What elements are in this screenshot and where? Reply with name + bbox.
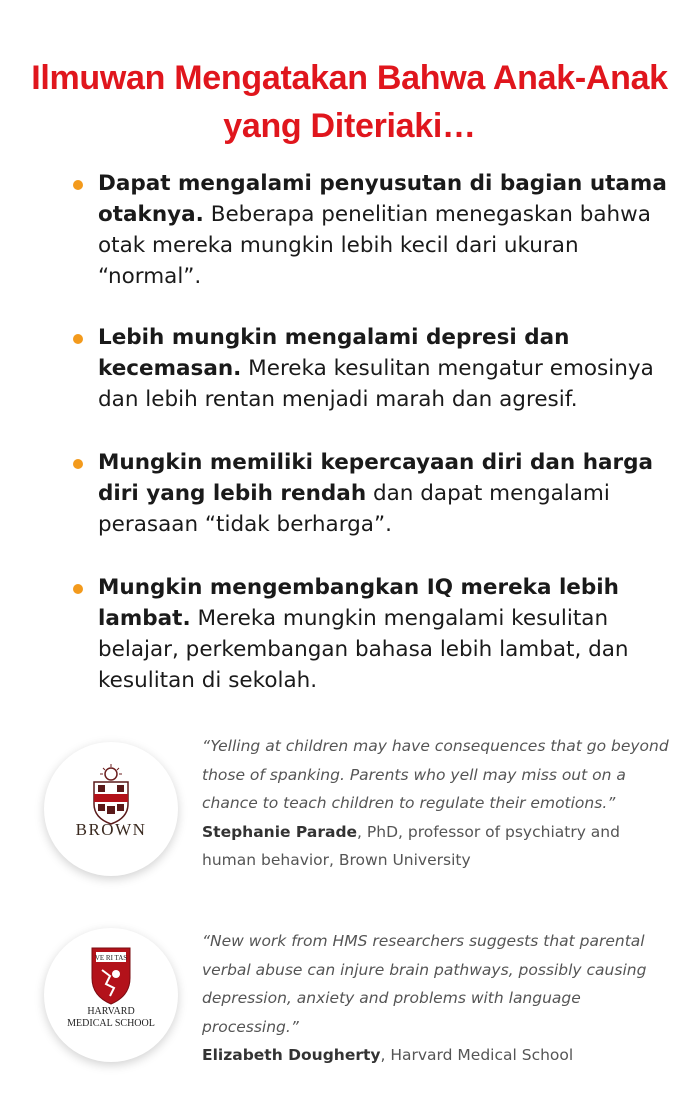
bullet-bold-text: Mungkin mengembangkan IQ mereka lebih lambat. xyxy=(98,575,619,631)
quote-author: Stephanie Parade xyxy=(202,822,358,841)
quote-affiliation: , Harvard Medical School xyxy=(380,1046,574,1064)
quote-text: “New work from HMS researchers suggests that parental verbal abuse can injure brain pathways, possibly causing depression, anxiety and problems with language processing.” xyxy=(202,932,647,1036)
bullet-item xyxy=(98,322,668,415)
harvard-logo xyxy=(44,928,178,1062)
bullet-item xyxy=(98,168,668,292)
quote-brown xyxy=(202,732,672,875)
bullet-bold-text: Mungkin memiliki kepercayaan diri dan harga diri yang lebih rendah xyxy=(98,450,654,506)
page-title xyxy=(30,54,669,150)
bullet-body-text: Beberapa penelitian menegaskan bahwa otak mereka mungkin lebih kecil dari ukuran “normal”. xyxy=(98,202,651,289)
bullet-dot-icon xyxy=(73,459,83,469)
brown-logo xyxy=(44,742,178,876)
harvard-logo-line-1: HARVARD xyxy=(87,1006,135,1017)
bullet-dot-icon xyxy=(73,584,83,594)
svg-text:VE RI TAS: VE RI TAS xyxy=(94,954,128,962)
bullet-item xyxy=(98,447,668,540)
harvard-logo-text xyxy=(44,1006,178,1030)
bullet-bold-text: Lebih mungkin mengalami depresi dan kecemasan. xyxy=(98,325,570,381)
bullet-body-text: Mereka kesulitan mengatur emosinya dan lebih rentan menjadi marah dan agresif. xyxy=(98,356,654,412)
brown-logo-text: BROWN xyxy=(75,820,147,839)
quote-author: Elizabeth Dougherty xyxy=(202,1046,381,1064)
bullet-bold-text: Dapat mengalami penyusutan di bagian utama otaknya. xyxy=(98,171,667,227)
bullet-body-text: Mereka mungkin mengalami kesulitan belajar, perkembangan bahasa lebih lambat, dan kesulitan di sekolah. xyxy=(98,606,629,693)
bullet-body-text: dan dapat mengalami perasaan “tidak berharga”. xyxy=(98,481,610,537)
title-line-1: Ilmuwan Mengatakan Bahwa Anak-Anak xyxy=(31,59,668,97)
harvard-shield-icon xyxy=(44,928,178,1062)
bullet-dot-icon xyxy=(73,180,83,190)
quote-text: “Yelling at children may have consequences that go beyond those of spanking. Parents who yell may miss out on a chance to teach children to regulate their emotions.” xyxy=(202,737,669,812)
quote-harvard xyxy=(202,927,672,1070)
brown-shield-icon xyxy=(44,742,178,876)
title-line-2: yang Diteriaki… xyxy=(223,107,476,145)
bullet-item xyxy=(98,572,668,696)
harvard-logo-line-2: MEDICAL SCHOOL xyxy=(67,1018,155,1029)
bullet-dot-icon xyxy=(73,334,83,344)
quote-affiliation: , PhD, professor of psychiatry and human behavior, Brown University xyxy=(202,822,620,869)
